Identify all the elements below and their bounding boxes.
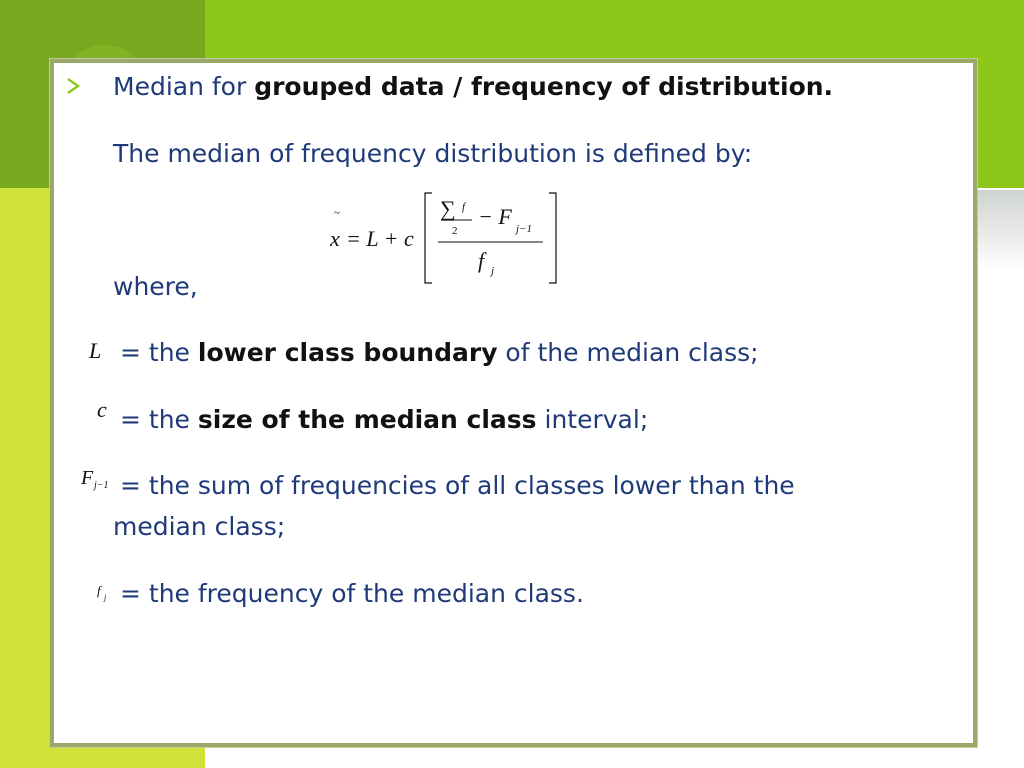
definition-L-post: of the median class; bbox=[497, 338, 759, 367]
arrow-bullet-icon bbox=[65, 77, 81, 95]
formula-right-bracket bbox=[549, 193, 556, 283]
symbol-f-subscript: j bbox=[104, 593, 107, 602]
definition-L-bold: lower class boundary bbox=[197, 338, 498, 367]
formula-f-top: f bbox=[462, 201, 466, 213]
symbol-f: f bbox=[97, 583, 101, 598]
where-label: where, bbox=[113, 272, 198, 301]
formula-lhs: x bbox=[330, 226, 340, 251]
definition-c bbox=[120, 401, 648, 439]
formula-denominator-subscript: j bbox=[491, 265, 495, 277]
definition-L bbox=[120, 334, 759, 372]
formula-sum: ∑ bbox=[440, 196, 456, 221]
formula-two: 2 bbox=[452, 225, 458, 237]
definition-L-pre: = the bbox=[120, 338, 198, 367]
definition-F-line2: median class; bbox=[113, 512, 286, 541]
intro-text: The median of frequency distribution is defined by: bbox=[113, 139, 753, 168]
bullet-heading bbox=[113, 68, 833, 106]
formula-F-subscript: j−1 bbox=[516, 223, 532, 235]
formula-left-bracket bbox=[425, 193, 432, 283]
definition-c-post: interval; bbox=[536, 405, 649, 434]
formula-minus-F: − F bbox=[478, 204, 512, 229]
symbol-F-subscript: j−1 bbox=[94, 480, 109, 491]
median-formula bbox=[330, 190, 562, 288]
symbol-F: F bbox=[81, 467, 94, 489]
definition-c-bold: size of the median class bbox=[197, 405, 537, 434]
formula-tilde: ~ bbox=[334, 207, 340, 219]
formula-denominator-f: f bbox=[478, 248, 485, 273]
symbol-c: c bbox=[97, 397, 107, 422]
bullet-heading-bold: grouped data / frequency of distribution. bbox=[254, 72, 834, 101]
definition-F-line1: = the sum of frequencies of all classes lower than the bbox=[120, 471, 795, 500]
definition-f: = the frequency of the median class. bbox=[120, 579, 584, 608]
definition-c-pre: = the bbox=[120, 405, 198, 434]
bullet-heading-prefix: Median for bbox=[113, 72, 255, 101]
background-gray-fade bbox=[970, 190, 1024, 270]
formula-rhs-prefix: = L + c bbox=[346, 226, 414, 251]
symbol-L: L bbox=[89, 338, 102, 363]
